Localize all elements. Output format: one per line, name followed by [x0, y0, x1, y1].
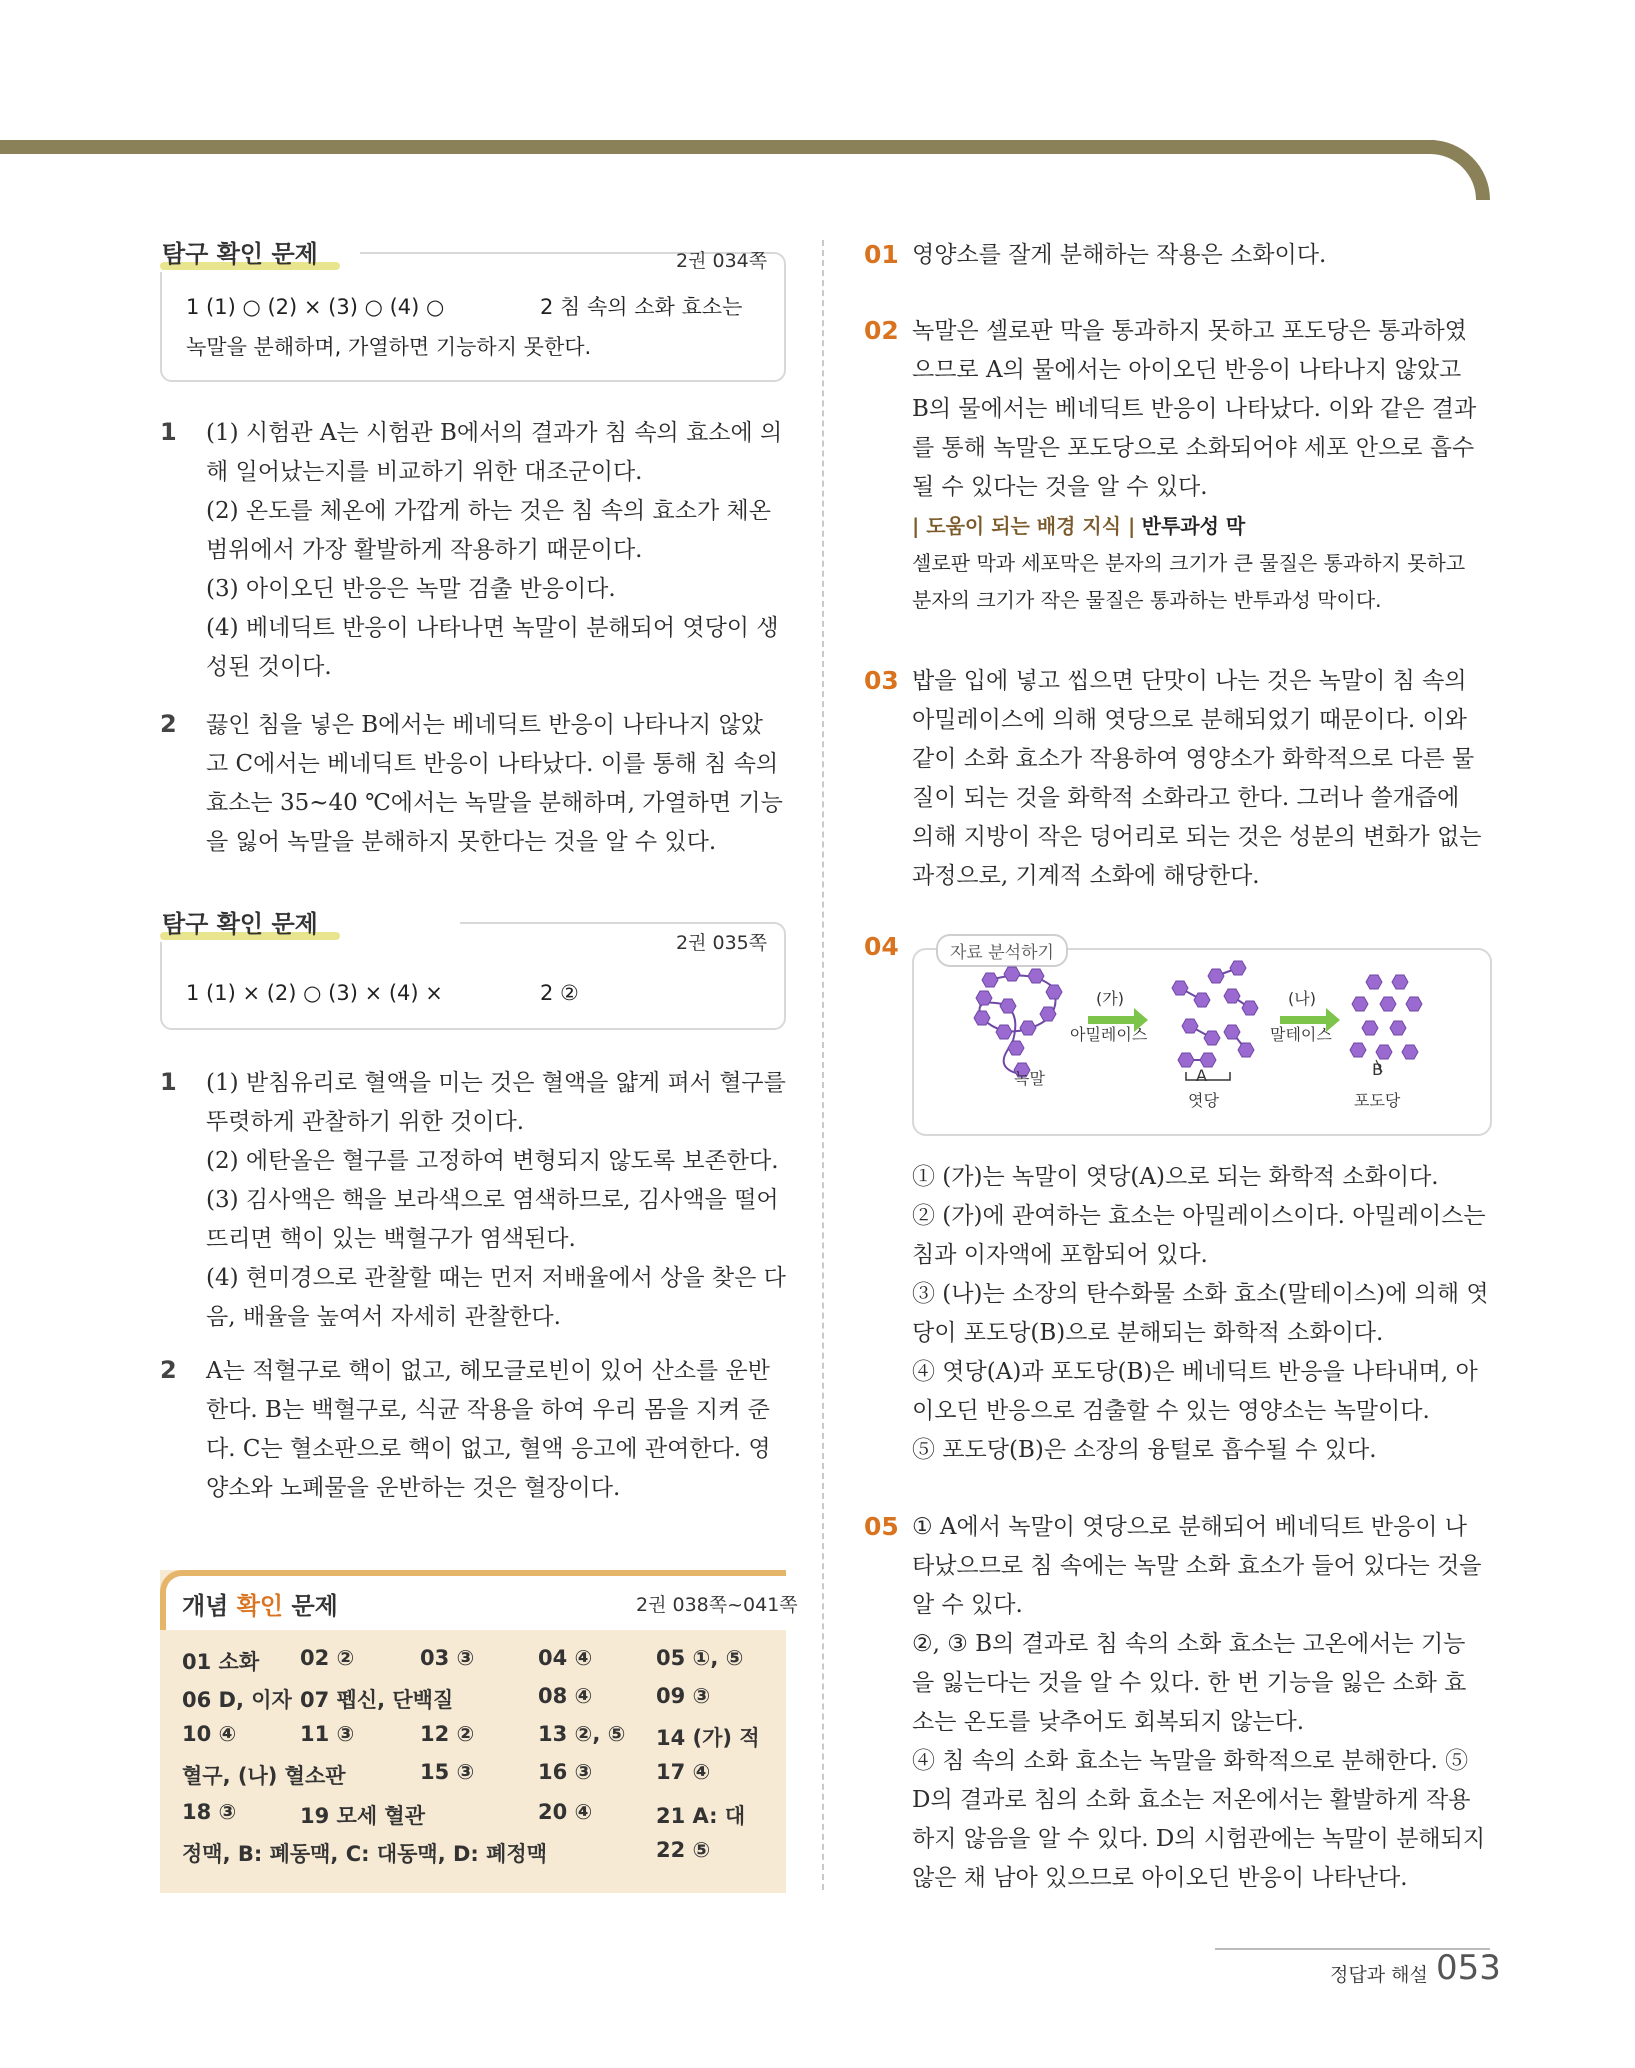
text-line: D의 결과로 침의 소화 효소는 저온에서는 활발하게 작용 — [912, 1787, 1471, 1813]
text-line: (1) 받침유리로 혈액을 미는 것은 혈액을 얇게 펴서 혈구를 — [206, 1070, 786, 1096]
answer-cell: 13 ②, ⑤ — [538, 1722, 626, 1746]
item-number: 2 — [160, 710, 177, 738]
text-line: ① (가)는 녹말이 엿당(A)으로 되는 화학적 소화이다. — [912, 1164, 1439, 1190]
text-line: 하지 않음을 알 수 있다. D의 시험관에는 녹말이 분해되지 — [912, 1826, 1486, 1852]
concept-title-part: 개념 — [182, 1592, 237, 1620]
glucose-molecules — [1350, 975, 1422, 1072]
text-line: 알 수 있다. — [912, 1592, 1023, 1618]
explanation-block — [206, 706, 786, 862]
tip-line: 분자의 크기가 작은 물질은 통과하는 반투과성 막이다. — [912, 588, 1382, 612]
text-line: 영양소를 잘게 분해하는 작용은 소화이다. — [912, 242, 1327, 268]
question-number: 03 — [864, 666, 899, 695]
text-line: (4) 베네딕트 반응이 나타나면 녹말이 분해되어 엿당이 생 — [206, 615, 779, 641]
text-line: ③ (나)는 소장의 탄수화물 소화 효소(말테이스)에 의해 엿 — [912, 1281, 1489, 1307]
text-line: 질이 되는 것을 화학적 소화라고 한다. 그러나 쓸개즙에 — [912, 785, 1460, 811]
explanation-block — [912, 1508, 1497, 1898]
enzyme-label: 아밀레이스 — [1070, 1025, 1148, 1044]
text-line: ②, ③ B의 결과로 침 속의 소화 효소는 고온에서는 기능 — [912, 1631, 1466, 1657]
concept-title-part: 문제 — [283, 1592, 338, 1620]
text-line: (3) 아이오딘 반응은 녹말 검출 반응이다. — [206, 576, 616, 602]
inquiry-answer-2a: 1 (1) × (2) ○ (3) × (4) × — [186, 981, 443, 1005]
item-number: 1 — [160, 418, 177, 446]
explanation-block — [912, 1158, 1497, 1470]
header-bar — [0, 140, 1435, 154]
background-knowledge-tip — [912, 508, 1497, 619]
text-line: (2) 에탄올은 혈구를 고정하여 변형되지 않도록 보존한다. — [206, 1148, 779, 1174]
text-line: 뚜렷하게 관찰하기 위한 것이다. — [206, 1109, 525, 1135]
text-line: B의 물에서는 베네딕트 반응이 나타났다. 이와 같은 결과 — [912, 396, 1477, 422]
text-line: 양소와 노폐물을 운반하는 것은 혈장이다. — [206, 1475, 621, 1501]
step-label: (가) — [1096, 989, 1124, 1008]
text-line: 끓인 침을 넣은 B에서는 베네딕트 반응이 나타나지 않았 — [206, 712, 763, 738]
answer-cell: 05 ①, ⑤ — [656, 1646, 744, 1670]
answer-cell: 14 (가) 적 — [656, 1726, 760, 1750]
footer-label: 정답과 해설 — [1330, 1964, 1428, 1986]
text-line: ⑤ 포도당(B)은 소장의 융털로 흡수될 수 있다. — [912, 1437, 1377, 1463]
text-line: 고 C에서는 베네딕트 반응이 나타났다. 이를 통해 침 속의 — [206, 751, 779, 777]
page-number: 053 — [1436, 1948, 1501, 1988]
concept-title-part: 확인 — [236, 1592, 284, 1620]
text-line: 않은 채 남아 있으므로 아이오딘 반응이 나타난다. — [912, 1865, 1408, 1891]
text-line: ④ 침 속의 소화 효소는 녹말을 화학적으로 분해한다. ⑤ — [912, 1748, 1469, 1774]
tip-heading: | 도움이 되는 배경 지식 | — [912, 514, 1136, 538]
explanation-block — [206, 1064, 786, 1337]
header-bar-curve — [1420, 140, 1490, 200]
text-line: 해 일어났는지를 비교하기 위한 대조군이다. — [206, 459, 643, 485]
answer-cell: 21 A: 대 — [656, 1804, 746, 1828]
answer-cell: 01 소화 — [182, 1650, 260, 1674]
text-line: 이오딘 반응으로 검출할 수 있는 영양소는 녹말이다. — [912, 1398, 1430, 1424]
question-number: 01 — [864, 240, 899, 269]
answer-cell: 정맥, B: 폐동맥, C: 대동맥, D: 폐정맥 — [182, 1842, 547, 1866]
glucose-letter: B — [1372, 1060, 1383, 1079]
answer-cell: 22 ⑤ — [656, 1838, 711, 1862]
answer-cell: 16 ③ — [538, 1760, 593, 1784]
text-line: (2) 온도를 체온에 가깝게 하는 것은 침 속의 효소가 체온 — [206, 498, 771, 524]
answer-cell: 혈구, (나) 혈소판 — [182, 1764, 346, 1788]
text-line: 될 수 있다는 것을 알 수 있다. — [912, 474, 1208, 500]
answer-cell: 07 펩신, 단백질 — [300, 1688, 454, 1712]
concept-answer-grid — [182, 1646, 782, 1886]
text-line: ② (가)에 관여하는 효소는 아밀레이스이다. 아밀레이스는 — [912, 1203, 1486, 1229]
inquiry-ref-2: 2권 035쪽 — [676, 932, 768, 954]
answer-cell: 09 ③ — [656, 1684, 711, 1708]
answer-cell: 18 ③ — [182, 1800, 237, 1824]
inquiry-answer-2b: 2 ② — [540, 981, 579, 1005]
inquiry-answer-1c: 녹말을 분해하며, 가열하면 기능하지 못한다. — [186, 335, 592, 359]
text-line: 범위에서 가장 활발하게 작용하기 때문이다. — [206, 537, 643, 563]
item-number: 1 — [160, 1068, 177, 1096]
explanation-block — [206, 1352, 786, 1508]
answer-cell: 19 모세 혈관 — [300, 1804, 425, 1828]
text-line: 음, 배율을 높여서 자세히 관찰한다. — [206, 1304, 561, 1330]
text-line: 뜨리면 핵이 있는 백혈구가 염색된다. — [206, 1226, 576, 1252]
answer-cell: 10 ④ — [182, 1722, 237, 1746]
step-label: (나) — [1288, 989, 1316, 1008]
inquiry-title-1: 탐구 확인 문제 — [162, 240, 318, 268]
text-line: 을 잃는다는 것을 알 수 있다. 한 번 기능을 잃은 소화 효 — [912, 1670, 1467, 1696]
text-line: 아밀레이스에 의해 엿당으로 분해되었기 때문이다. 이와 — [912, 707, 1467, 733]
inquiry-ref-1: 2권 034쪽 — [676, 250, 768, 272]
text-line: 소는 온도를 낮추어도 회복되지 않는다. — [912, 1709, 1305, 1735]
text-line: 다. C는 혈소판으로 핵이 없고, 혈액 응고에 관여한다. 영 — [206, 1436, 771, 1462]
answer-cell: 11 ③ — [300, 1722, 355, 1746]
answer-cell: 12 ② — [420, 1722, 475, 1746]
answer-cell: 04 ④ — [538, 1646, 593, 1670]
text-line: 를 통해 녹말은 포도당으로 소화되어야 세포 안으로 흡수 — [912, 435, 1475, 461]
text-line: 을 잃어 녹말을 분해하지 못한다는 것을 알 수 있다. — [206, 829, 717, 855]
question-number: 05 — [864, 1512, 899, 1541]
text-line: 과정으로, 기계적 소화에 해당한다. — [912, 863, 1260, 889]
answer-cell: 15 ③ — [420, 1760, 475, 1784]
text-line: 으므로 A의 물에서는 아이오딘 반응이 나타나지 않았고 — [912, 357, 1462, 383]
text-line: 침과 이자액에 포함되어 있다. — [912, 1242, 1208, 1268]
text-line: (3) 김사액은 핵을 보라색으로 염색하므로, 김사액을 떨어 — [206, 1187, 779, 1213]
text-line: 한다. B는 백혈구로, 식균 작용을 하여 우리 몸을 지켜 준 — [206, 1397, 770, 1423]
enzyme-label: 말테이스 — [1270, 1025, 1332, 1044]
text-line: ④ 엿당(A)과 포도당(B)은 베네딕트 반응을 나타내며, 아 — [912, 1359, 1478, 1385]
text-line: (4) 현미경으로 관찰할 때는 먼저 저배율에서 상을 찾은 다 — [206, 1265, 786, 1291]
answer-cell: 02 ② — [300, 1646, 355, 1670]
text-line: (1) 시험관 A는 시험관 B에서의 결과가 침 속의 효소에 의 — [206, 420, 783, 446]
answer-cell: 08 ④ — [538, 1684, 593, 1708]
text-line: 성된 것이다. — [206, 654, 332, 680]
explanation-block — [206, 414, 786, 687]
glucose-label: 포도당 — [1354, 1091, 1401, 1110]
text-line: 밥을 입에 넣고 씹으면 단맛이 나는 것은 녹말이 침 속의 — [912, 668, 1467, 694]
column-divider — [822, 240, 824, 1890]
text-line: 의해 지방이 작은 덩어리로 되는 것은 성분의 변화가 없는 — [912, 824, 1482, 850]
text-line: 녹말은 셀로판 막을 통과하지 못하고 포도당은 통과하였 — [912, 318, 1467, 344]
starch-molecule — [974, 967, 1062, 1077]
text-line: 타났으므로 침 속에는 녹말 소화 효소가 들어 있다는 것을 — [912, 1553, 1482, 1579]
concept-check-title — [182, 1586, 338, 1621]
explanation-block — [912, 662, 1497, 896]
diagram-tag: 자료 분석하기 — [936, 934, 1068, 967]
maltose-molecules — [1172, 961, 1258, 1080]
text-line: A는 적혈구로 핵이 없고, 헤모글로빈이 있어 산소를 운반 — [206, 1358, 770, 1384]
tip-topic: 반투과성 막 — [1141, 514, 1246, 538]
text-line: 당이 포도당(B)으로 분해되는 화학적 소화이다. — [912, 1320, 1384, 1346]
text-line: 효소는 35~40 ℃에서는 녹말을 분해하며, 가열하면 기능 — [206, 790, 783, 816]
inquiry-title-2: 탐구 확인 문제 — [162, 910, 318, 938]
question-number: 04 — [864, 932, 899, 961]
explanation-block — [912, 236, 1497, 275]
answer-cell: 06 D, 이자 — [182, 1688, 292, 1712]
answer-cell: 17 ④ — [656, 1760, 711, 1784]
answer-cell: 20 ④ — [538, 1800, 593, 1824]
concept-check-ref: 2권 038쪽~041쪽 — [636, 1594, 798, 1616]
item-number: 2 — [160, 1356, 177, 1384]
text-line: 같이 소화 효소가 작용하여 영양소가 화학적으로 다른 물 — [912, 746, 1475, 772]
explanation-block — [912, 312, 1497, 507]
question-number: 02 — [864, 316, 899, 345]
inquiry-answer-1b: 2 침 속의 소화 효소는 — [540, 295, 743, 319]
maltose-label: 엿당 — [1188, 1091, 1219, 1110]
text-line: ① A에서 녹말이 엿당으로 분해되어 베네딕트 반응이 나 — [912, 1514, 1467, 1540]
tip-line: 셀로판 막과 세포막은 분자의 크기가 큰 물질은 통과하지 못하고 — [912, 551, 1466, 575]
starch-label: 녹말 — [1014, 1069, 1045, 1088]
maltose-letter: A — [1196, 1066, 1207, 1085]
answer-cell: 03 ③ — [420, 1646, 475, 1670]
inquiry-answer-1a: 1 (1) ○ (2) × (3) ○ (4) ○ — [186, 295, 445, 319]
